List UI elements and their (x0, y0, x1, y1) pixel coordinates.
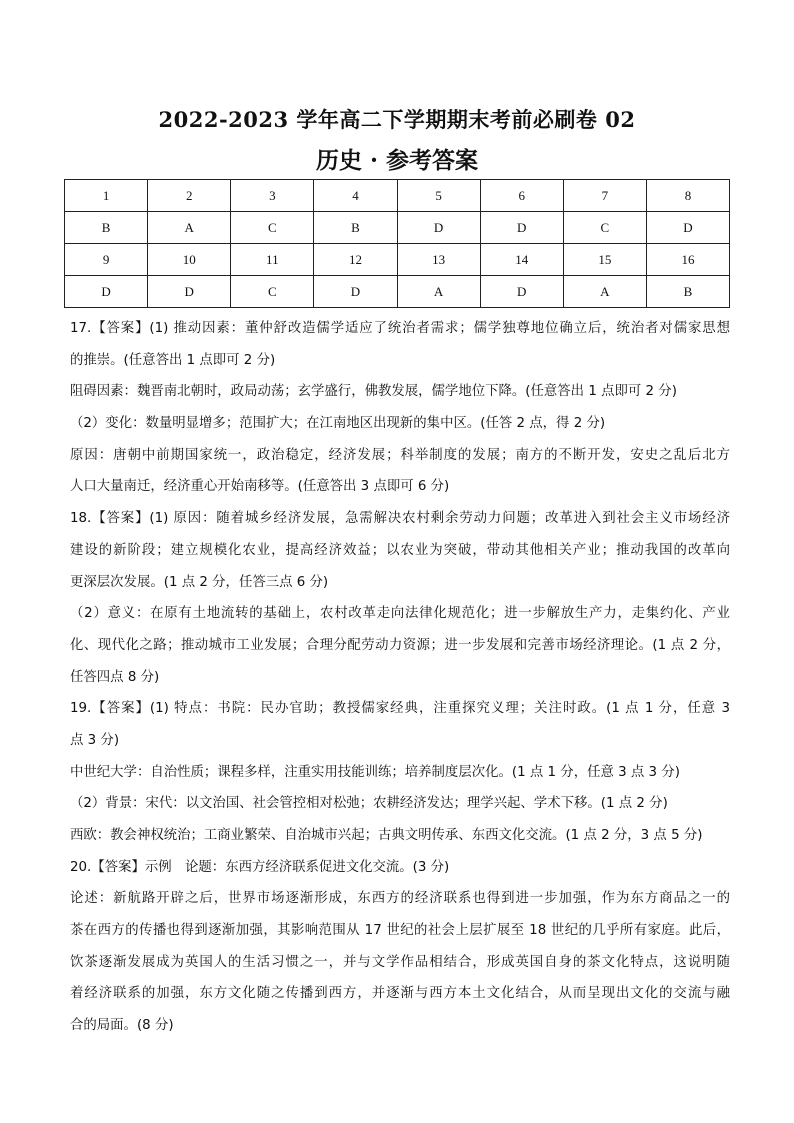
answer-cell: A (563, 276, 646, 308)
answer-cell: D (397, 212, 480, 244)
answer-cell: D (148, 276, 231, 308)
answer-cell: D (646, 212, 729, 244)
question-number-cell: 2 (148, 180, 231, 212)
answer-row (65, 276, 730, 308)
question-number-cell: 10 (148, 244, 231, 276)
answer-explanations (70, 313, 730, 1042)
answer-text-line: 更深层次发展。(1 点 2 分，任答三点 6 分) (70, 574, 329, 590)
question-number-cell: 15 (563, 244, 646, 276)
answer-text-line: 20.【答案】示例 论题：东西方经济联系促进文化交流。(3 分) (70, 859, 450, 875)
question-number-cell: 6 (480, 180, 563, 212)
question-number-cell: 9 (65, 244, 148, 276)
answer-cell: C (563, 212, 646, 244)
answer-text-line: 论述：新航路开辟之后，世界市场逐渐形成，东西方的经济联系也得到进一步加强，作为东方商品之一的 (70, 891, 730, 907)
answer-text-line: 19.【答案】(1) 特点：书院：民办官助；教授儒家经典，注重探究义理；关注时政。(1 点 1 分，任意 3 (70, 701, 730, 717)
answer-cell: C (231, 212, 314, 244)
question-number-row (65, 180, 730, 212)
answer-text-line: 点 3 分) (70, 732, 120, 748)
answer-text-line: 人口大量南迁，经济重心开始南移等。(任意答出 3 点即可 6 分) (70, 479, 450, 495)
page-subtitle: 历史 · 参考答案 (315, 147, 479, 174)
answer-text-line: 饮茶逐渐发展成为英国人的生活习惯之一，并与文学作品相结合，形成英国自身的茶文化特点，这说明随 (70, 954, 730, 970)
answer-text-line: 化、现代化之路；推动城市工业发展；合理分配劳动力资源；进一步发展和完善市场经济理论。(1 点 2 分， (70, 637, 730, 653)
answer-text-line: 西欧：教会神权统治；工商业繁荣、自治城市兴起；古典文明传承、东西文化交流。(1 点 2 分，3 点 5 分) (70, 828, 703, 843)
answer-text-line: 的推崇。(任意答出 1 点即可 2 分) (70, 352, 276, 368)
answer-cell: D (314, 276, 397, 308)
question-number-cell: 11 (231, 244, 314, 276)
answer-cell: D (65, 276, 148, 308)
answer-text-line: （2）变化：数量明显增多；范围扩大；在江南地区出现新的集中区。(任答 2 点，得 2 分) (70, 416, 606, 432)
answer-text-line: 阻碍因素：魏晋南北朝时，政局动荡；玄学盛行，佛教发展，儒学地位下降。(任意答出 1 点即可 2 分) (70, 384, 677, 400)
answer-text-line: 茶在西方的传播也得到逐渐加强，其影响范围从 17 世纪的社会上层扩展至 18 世纪的几乎所有家庭。此后， (70, 923, 730, 939)
answer-cell: A (397, 276, 480, 308)
answer-text-line: 建设的新阶段；建立规模化农业，提高经济效益；以农业为突破，带动其他相关产业；推动我国的改革向 (70, 542, 730, 558)
answer-cell: B (314, 212, 397, 244)
question-number-cell: 5 (397, 180, 480, 212)
answer-text-line: 18.【答案】(1) 原因：随着城乡经济发展，急需解决农村剩余劳动力问题；改革进入到社会主义市场经济 (70, 511, 730, 527)
page-title: 2022-2023 学年高二下学期期末考前必刷卷 02 (158, 107, 636, 132)
question-number-cell: 1 (65, 180, 148, 212)
answer-text-line: （2）背景：宋代：以文治国、社会管控相对松弛；农耕经济发达；理学兴起、学术下移。(1 点 2 分) (70, 796, 668, 812)
question-number-row (65, 244, 730, 276)
question-number-cell: 13 (397, 244, 480, 276)
question-number-cell: 4 (314, 180, 397, 212)
answer-cell: D (480, 212, 563, 244)
answer-cell: C (231, 276, 314, 308)
question-number-cell: 7 (563, 180, 646, 212)
answer-text-line: （2）意义：在原有土地流转的基础上，农村改革走向法律化规范化；进一步解放生产力，走集约化、产业 (70, 606, 730, 622)
question-number-cell: 14 (480, 244, 563, 276)
answer-cell: B (646, 276, 729, 308)
question-number-cell: 8 (646, 180, 729, 212)
answer-cell: D (480, 276, 563, 308)
question-number-cell: 3 (231, 180, 314, 212)
answer-text-line: 着经济联系的加强，东方文化随之传播到西方，并逐渐与西方本土文化结合，从而呈现出文化的交流与融 (70, 986, 730, 1002)
answer-table (64, 179, 730, 308)
question-number-cell: 16 (646, 244, 729, 276)
answer-text-line: 原因：唐朝中前期国家统一，政治稳定，经济发展；科举制度的发展；南方的不断开发，安史之乱后北方 (70, 447, 730, 463)
question-number-cell: 12 (314, 244, 397, 276)
answer-cell: B (65, 212, 148, 244)
answer-text-line: 合的局面。(8 分) (70, 1018, 174, 1034)
answer-text-line: 任答四点 8 分) (70, 669, 160, 685)
answer-row (65, 212, 730, 244)
answer-text-line: 中世纪大学：自治性质；课程多样，注重实用技能训练；培养制度层次化。(1 点 1 分，任意 3 点 3 分) (70, 764, 680, 780)
answer-text-line: 17.【答案】(1) 推动因素：董仲舒改造儒学适应了统治者需求；儒学独尊地位确立后，统治者对儒家思想 (70, 321, 730, 336)
answer-cell: A (148, 212, 231, 244)
